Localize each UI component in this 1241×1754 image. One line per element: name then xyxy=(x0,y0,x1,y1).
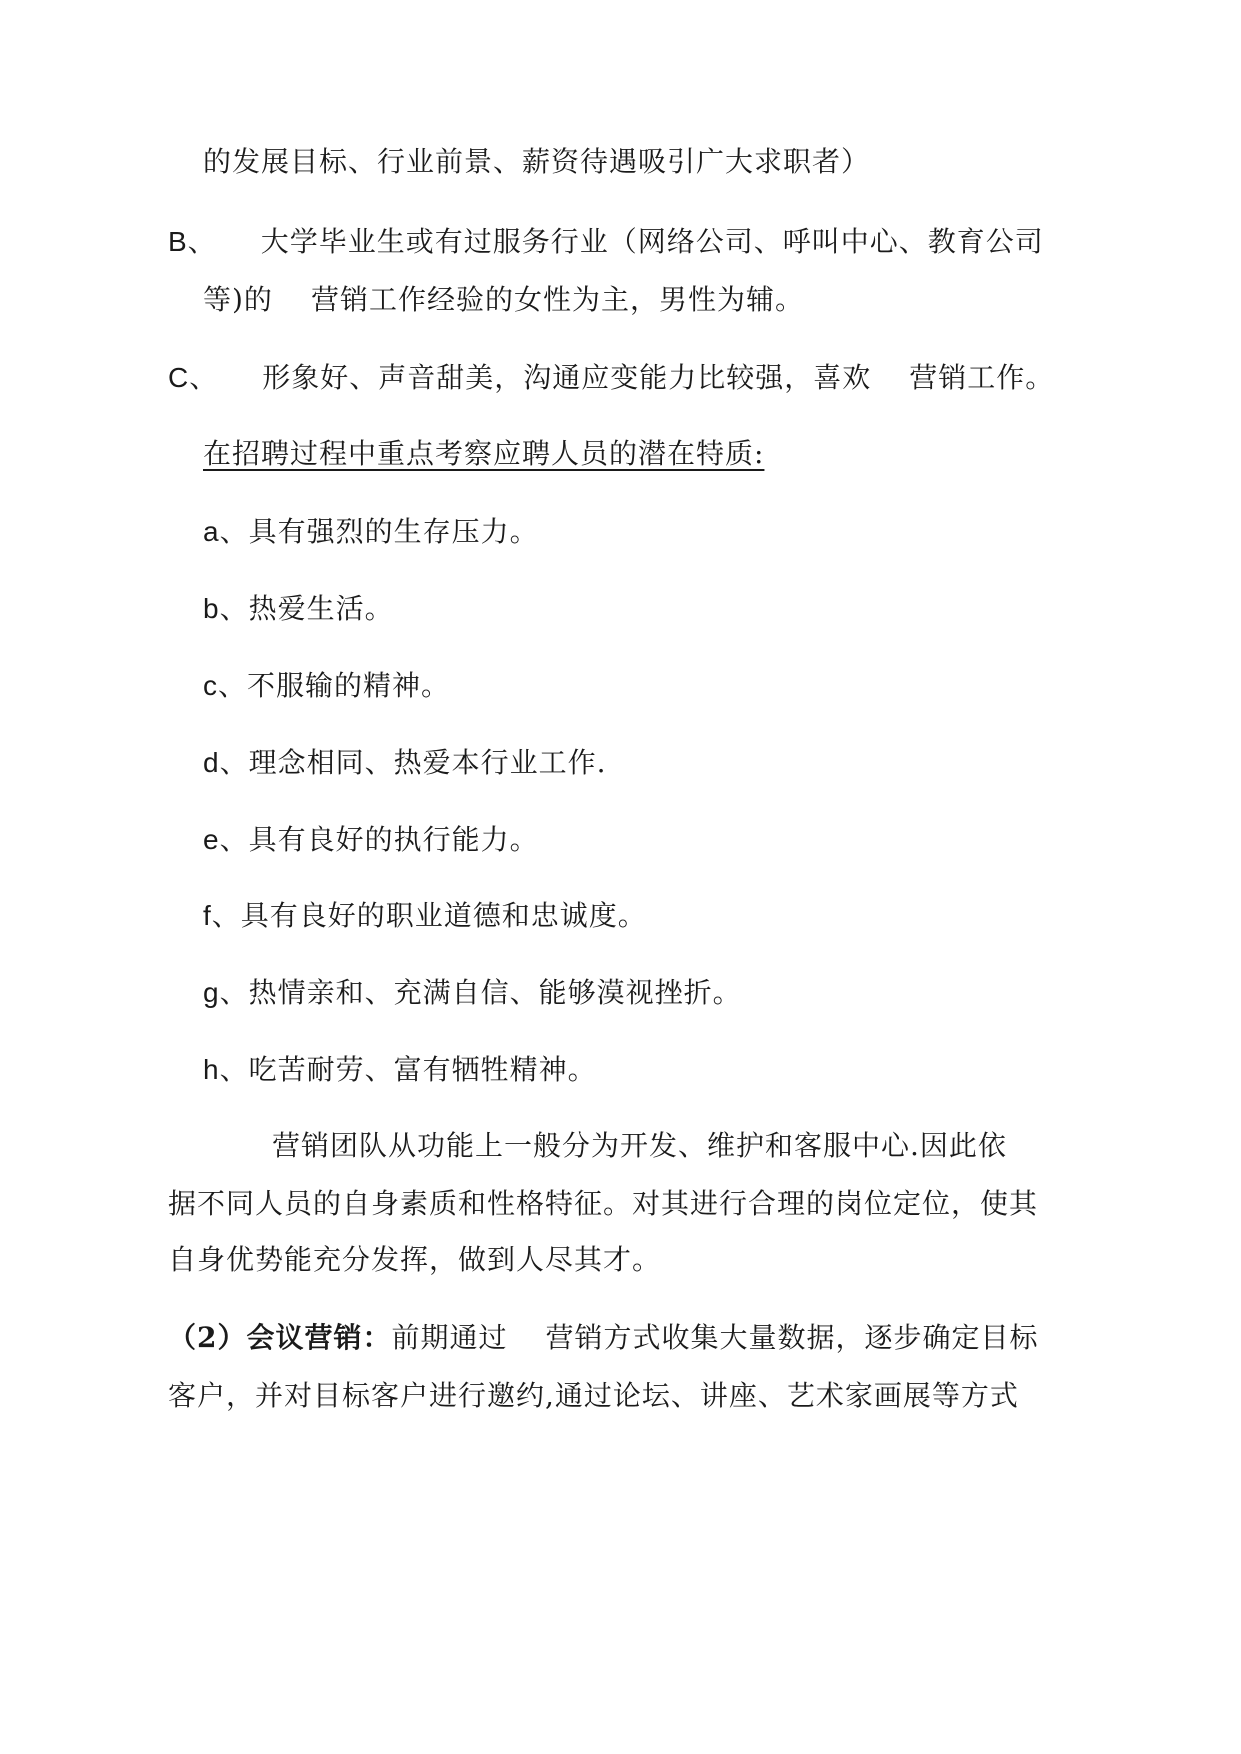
list-item-b-continuation xyxy=(203,280,804,320)
trait-item-e xyxy=(203,820,539,860)
list-item-text: 具有良好的职业道德和忠诚度。 xyxy=(240,899,647,932)
trait-item-g xyxy=(203,973,742,1013)
list-marker: B、 xyxy=(168,226,217,257)
list-item-c xyxy=(168,358,1054,398)
list-item-text: 不服输的精神。 xyxy=(247,669,451,702)
list-item-b xyxy=(168,222,1044,262)
trait-item-a xyxy=(203,512,539,552)
list-marker: d、 xyxy=(203,747,249,778)
list-marker: C、 xyxy=(168,362,219,393)
trait-item-b xyxy=(203,589,394,629)
list-item-text: 营销工作经验的女性为主，男性为辅。 xyxy=(310,283,804,316)
list-item-text: 理念相同、热爱本行业工作. xyxy=(248,746,607,779)
trait-item-h xyxy=(203,1050,597,1090)
list-item-text: 等)的 xyxy=(203,283,273,316)
list-item-text: 大学毕业生或有过服务行业（网络公司、呼叫中心、教育公司 xyxy=(260,225,1044,258)
list-item-text: 形象好、声音甜美，沟通应变能力比较强，喜欢 xyxy=(262,361,872,394)
list-marker: g、 xyxy=(203,977,249,1008)
list-marker: h、 xyxy=(203,1054,249,1085)
paragraph-line: 营销团队从功能上一般分为开发、维护和客服中心.因此依 xyxy=(272,1129,1007,1162)
paragraph-line: 据不同人员的自身素质和性格特征。对其进行合理的岗位定位，使其 xyxy=(168,1187,1039,1220)
list-marker: b、 xyxy=(203,593,249,624)
paragraph-line xyxy=(168,1318,1039,1358)
paragraph-line: 客户，并对目标客户进行邀约,通过论坛、讲座、艺术家画展等方式 xyxy=(168,1379,1019,1412)
list-item-text: 营销工作。 xyxy=(909,361,1055,394)
paragraph-label: （2）会议营销： xyxy=(168,1321,392,1354)
list-marker: e、 xyxy=(203,824,249,855)
list-item-text: 热情亲和、充满自信、能够漠视挫折。 xyxy=(248,976,742,1009)
list-marker: a、 xyxy=(203,516,249,547)
list-item-text: 具有强烈的生存压力。 xyxy=(248,515,539,548)
trait-item-c xyxy=(203,666,450,706)
section-heading: 在招聘过程中重点考察应聘人员的潜在特质: xyxy=(203,437,765,470)
list-item-text: 具有良好的执行能力。 xyxy=(248,823,539,856)
paragraph-line: 自身优势能充分发挥，做到人尽其才。 xyxy=(168,1243,662,1276)
paragraph-text: 营销方式收集大量数据，逐步确定目标 xyxy=(545,1321,1039,1354)
list-item-text: 热爱生活。 xyxy=(248,592,394,625)
paragraph-text: 前期通过 xyxy=(391,1321,508,1354)
list-marker: c、 xyxy=(203,670,248,701)
trait-item-f xyxy=(203,896,647,936)
list-item-text: 吃苦耐劳、富有牺牲精神。 xyxy=(248,1053,597,1086)
list-marker: f、 xyxy=(203,900,241,931)
trait-item-d xyxy=(203,743,606,783)
paragraph-line: 的发展目标、行业前景、薪资待遇吸引广大求职者） xyxy=(203,145,871,178)
